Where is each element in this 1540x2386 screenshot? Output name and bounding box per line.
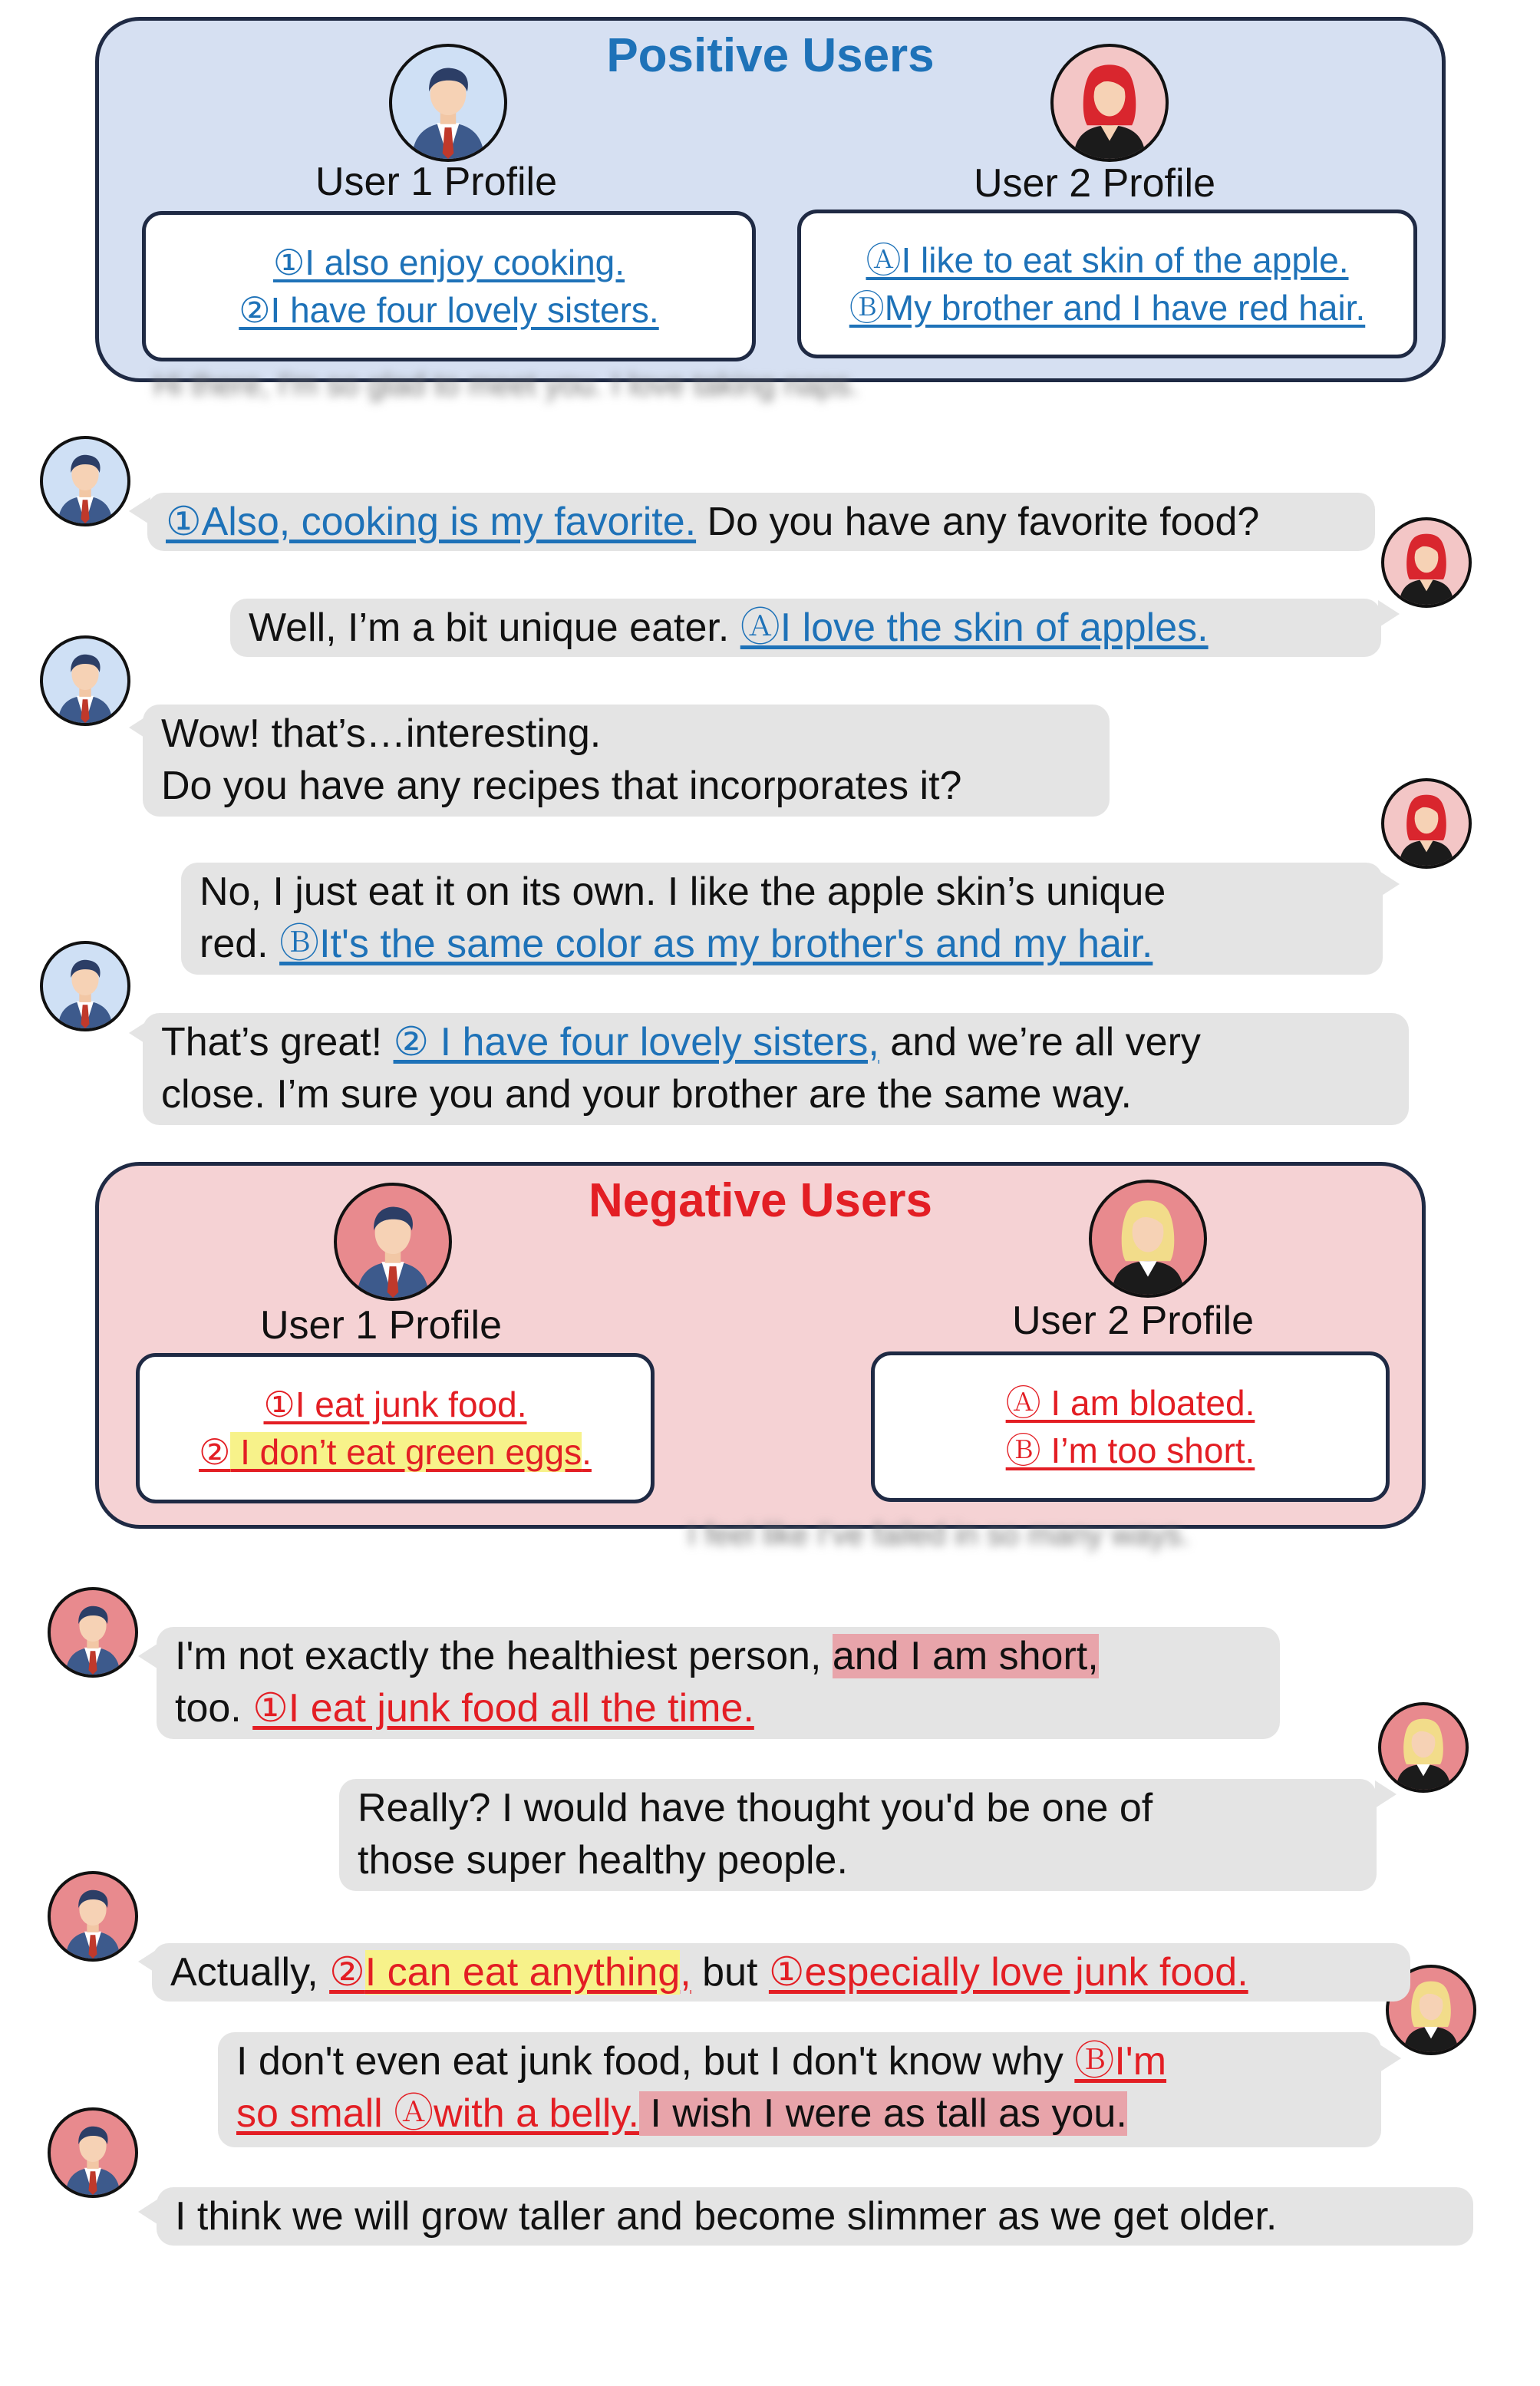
user2-profile-label: User 2 Profile	[1012, 1299, 1254, 1343]
user1-profile-item: ②I have four lovely sisters.	[239, 290, 659, 330]
chat-bubble-user2	[230, 599, 1381, 657]
user1-profile-box	[142, 211, 756, 361]
message-text: Do you have any recipes that incorporates it?	[161, 764, 962, 808]
male-user-avatar-icon	[389, 44, 507, 162]
user1-profile-item: I don’t eat green eggs	[230, 1432, 582, 1472]
persona-reference: ⒷI'm	[1074, 2039, 1167, 2084]
user2-profile-label: User 2 Profile	[974, 161, 1215, 206]
persona-reference: ② I have four lovely sisters,	[393, 1020, 879, 1064]
female-redhair-avatar-icon	[1381, 517, 1472, 608]
male-user-avatar-icon	[40, 436, 130, 526]
contradiction-highlight: and I am short,	[832, 1634, 1099, 1678]
message-text: too.	[175, 1686, 253, 1731]
chat-bubble-user2	[339, 1779, 1377, 1891]
positive-users-panel	[95, 17, 1446, 382]
user2-profile-item: ⒷMy brother and I have red hair.	[849, 288, 1366, 328]
male-user-avatar-icon	[334, 1183, 452, 1301]
message-text: I don't even eat junk food, but I don't know why	[236, 2039, 1075, 2084]
negative-users-title: Negative Users	[588, 1174, 933, 1227]
punctuation: .	[582, 1432, 592, 1472]
blurred-background-text: I feel like I've failed in so many ways.	[688, 1518, 1190, 1552]
chat-bubble-user2	[218, 2032, 1381, 2147]
chat-bubble-user1	[157, 1627, 1280, 1739]
persona-number: ②	[199, 1432, 231, 1472]
message-text: close. I’m sure you and your brother are the same way.	[161, 1072, 1132, 1117]
female-blonde-avatar-icon	[1378, 1702, 1469, 1793]
persona-reference: ①especially love junk food.	[768, 1950, 1248, 1995]
negative-users-panel	[95, 1162, 1426, 1529]
message-text: red.	[200, 922, 280, 966]
message-text: those super healthy people.	[358, 1838, 848, 1883]
male-user-avatar-icon	[48, 1587, 138, 1678]
persona-reference: I can eat anything	[364, 1950, 681, 1995]
chat-bubble-user1	[143, 1013, 1409, 1125]
punctuation: ,	[680, 1950, 691, 1995]
user1-profile-label: User 1 Profile	[315, 160, 557, 204]
user1-profile-item: ①I eat junk food.	[263, 1384, 527, 1424]
female-redhair-avatar-icon	[1050, 44, 1169, 162]
message-text: I'm not exactly the healthiest person,	[175, 1634, 833, 1678]
user2-profile-item: ⒶI like to eat skin of the apple.	[866, 240, 1349, 280]
user2-profile-item: Ⓑ I’m too short.	[1005, 1431, 1255, 1470]
message-text: Really? I would have thought you'd be one of	[358, 1786, 1153, 1830]
chat-bubble-user1	[147, 493, 1375, 551]
message-text: Actually,	[170, 1950, 330, 1995]
persona-reference: ①Also, cooking is my favorite.	[166, 500, 697, 544]
message-text: and we’re all very	[879, 1020, 1201, 1064]
user1-profile-label: User 1 Profile	[260, 1303, 502, 1348]
blurred-background-text: Hi there, I'm so glad to meet you. I love taking naps.	[153, 368, 859, 402]
persona-reference: ⒷIt's the same color as my brother's and my hair.	[279, 922, 1153, 966]
user1-profile-box	[136, 1353, 655, 1503]
message-text: Do you have any favorite food?	[696, 500, 1260, 544]
contradiction-highlight: I wish I were as tall as you.	[638, 2091, 1127, 2136]
chat-bubble-user1	[152, 1943, 1410, 2002]
user2-profile-box	[797, 210, 1417, 358]
user1-profile-item: ①I also enjoy cooking.	[272, 243, 625, 282]
persona-reference: ①I eat junk food all the time.	[252, 1686, 754, 1731]
female-blonde-avatar-icon	[1089, 1180, 1207, 1298]
chat-bubble-user1	[157, 2187, 1473, 2246]
persona-reference: so small Ⓐwith a belly.	[236, 2091, 639, 2136]
persona-reference: ⒶI love the skin of apples.	[740, 606, 1209, 650]
chat-bubble-user2	[181, 863, 1383, 975]
user2-profile-item: Ⓐ I am bloated.	[1005, 1383, 1255, 1423]
positive-users-title: Positive Users	[606, 29, 935, 82]
male-user-avatar-icon	[40, 635, 130, 726]
chat-bubble-user1	[143, 705, 1110, 817]
male-user-avatar-icon	[40, 941, 130, 1031]
message-text: No, I just eat it on its own. I like the apple skin’s unique	[200, 870, 1166, 914]
male-user-avatar-icon	[48, 1871, 138, 1962]
message-text: Well, I’m a bit unique eater.	[249, 606, 740, 650]
female-redhair-avatar-icon	[1381, 778, 1472, 869]
message-text: That’s great!	[161, 1020, 394, 1064]
male-user-avatar-icon	[48, 2107, 138, 2198]
message-text: Wow! that’s…interesting.	[161, 711, 602, 756]
message-text: I think we will grow taller and become slimmer as we get older.	[175, 2194, 1278, 2239]
message-text: but	[691, 1950, 769, 1995]
persona-number: ②	[329, 1950, 365, 1995]
user2-profile-box	[871, 1351, 1390, 1502]
